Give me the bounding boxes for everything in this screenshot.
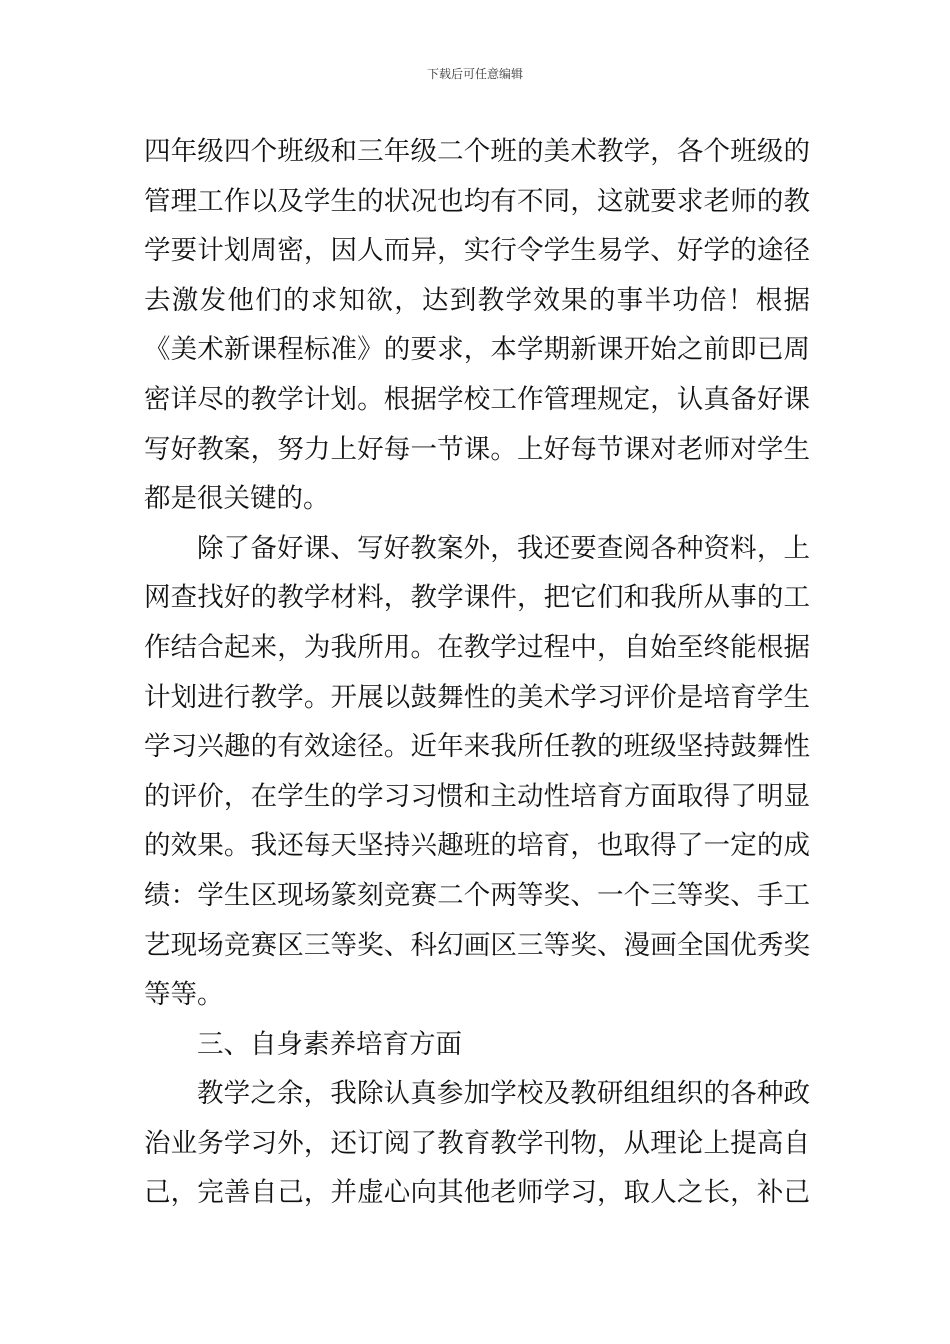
text-line: 作结合起来，为我所用。在教学过程中，自始至终能根据	[144, 631, 810, 663]
text-line: 网查找好的教学材料，教学课件，把它们和我所从事的工	[144, 582, 810, 614]
paragraph-end-line: 都是很关键的。	[144, 483, 330, 515]
text-line: 去激发他们的求知欲，达到教学效果的事半功倍！根据	[144, 284, 810, 316]
text-line: 计划进行教学。开展以鼓舞性的美术学习评价是培育学生	[144, 681, 810, 713]
page-header: 下载后可任意编辑	[426, 67, 523, 81]
text-line: 治业务学习外，还订阅了教育教学刊物，从理论上提高自	[144, 1127, 810, 1159]
paragraph-end-line: 等等。	[144, 979, 224, 1011]
text-line: 密详尽的教学计划。根据学校工作管理规定，认真备好课	[144, 383, 810, 415]
text-line: 己，完善自己，并虚心向其他老师学习，取人之长，补己	[144, 1177, 810, 1209]
text-line: 管理工作以及学生的状况也均有不同，这就要求老师的教	[144, 185, 810, 217]
document-body	[144, 127, 810, 1218]
text-line: 艺现场竞赛区三等奖、科幻画区三等奖、漫画全国优秀奖	[144, 929, 810, 961]
text-line: 绩：学生区现场篆刻竞赛二个两等奖、一个三等奖、手工	[144, 879, 810, 911]
section-heading: 三、自身素养培育方面	[197, 1028, 462, 1060]
text-line: 四年级四个班级和三年级二个班的美术教学，各个班级的	[144, 136, 810, 167]
paragraph-start-line: 教学之余，我除认真参加学校及教研组组织的各种政	[197, 1078, 810, 1110]
text-line: 学习兴趣的有效途径。近年来我所任教的班级坚持鼓舞性	[144, 731, 810, 763]
paragraph-start-line: 除了备好课、写好教案外，我还要查阅各种资料，上	[197, 532, 810, 564]
text-line: 写好教案，努力上好每一节课。上好每节课对老师对学生	[144, 433, 810, 465]
text-line: 的评价，在学生的学习习惯和主动性培育方面取得了明显	[144, 780, 810, 812]
text-line: 《美术新课程标准》的要求，本学期新课开始之前即已周	[144, 334, 810, 366]
text-line: 的效果。我还每天坚持兴趣班的培育，也取得了一定的成	[144, 830, 810, 862]
text-line: 学要计划周密，因人而异，实行令学生易学、好学的途径	[144, 235, 810, 267]
